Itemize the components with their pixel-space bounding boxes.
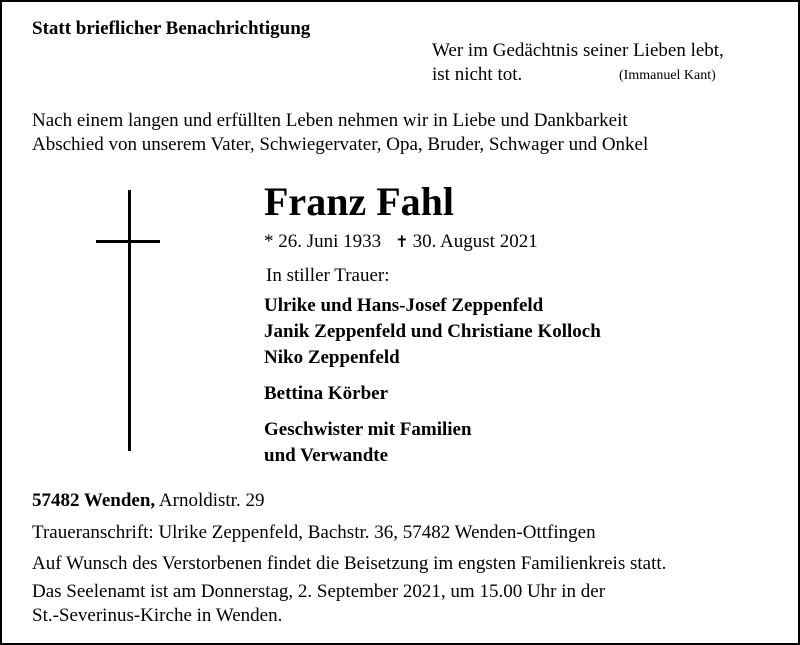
deceased-name: Franz Fahl xyxy=(264,179,454,224)
mourner-6: und Verwandte xyxy=(264,445,389,466)
mourner-3: Niko Zeppenfeld xyxy=(264,347,400,368)
mourning-address: Traueranschrift: Ulrike Zeppenfeld, Bachstr. 36, 57482 Wenden-Ottfingen xyxy=(32,522,596,543)
mourner-5: Geschwister mit Familien xyxy=(264,419,472,440)
mourner-1: Ulrike und Hans-Josef Zeppenfeld xyxy=(264,295,544,316)
burial-note: Auf Wunsch des Verstorbenen findet die Beisetzung im engsten Familienkreis statt. xyxy=(32,553,667,574)
quote-author: (Immanuel Kant) xyxy=(619,68,716,83)
mass-note-line-2: St.-Severinus-Kirche in Wenden. xyxy=(32,605,283,626)
header-title: Statt brieflicher Benachrichtigung xyxy=(32,18,311,39)
mass-note-line-1: Das Seelenamt ist am Donnerstag, 2. September 2021, um 15.00 Uhr in der xyxy=(32,581,606,602)
quote-line-2: ist nicht tot. xyxy=(432,64,523,85)
quote-line-1: Wer im Gedächtnis seiner Lieben lebt, xyxy=(432,40,724,61)
cross-icon-vertical xyxy=(128,190,131,451)
cross-icon-horizontal xyxy=(96,240,160,243)
mourner-4: Bettina Körber xyxy=(264,383,389,404)
death-cross-icon: ✝ xyxy=(395,232,409,251)
life-dates xyxy=(264,232,538,251)
mourning-label: In stiller Trauer: xyxy=(266,265,390,286)
intro-line-1: Nach einem langen und erfüllten Leben nehmen wir in Liebe und Dankbarkeit xyxy=(32,110,628,131)
birth-date: * 26. Juni 1933 xyxy=(264,231,382,252)
mourner-2: Janik Zeppenfeld und Christiane Kolloch xyxy=(264,321,601,342)
death-date: 30. August 2021 xyxy=(412,231,538,252)
address-city: 57482 Wenden, xyxy=(32,490,156,511)
intro-line-2: Abschied von unserem Vater, Schwiegervater, Opa, Bruder, Schwager und Onkel xyxy=(32,134,649,155)
address-street: Arnoldistr. 29 xyxy=(155,490,265,511)
home-address xyxy=(32,491,264,510)
